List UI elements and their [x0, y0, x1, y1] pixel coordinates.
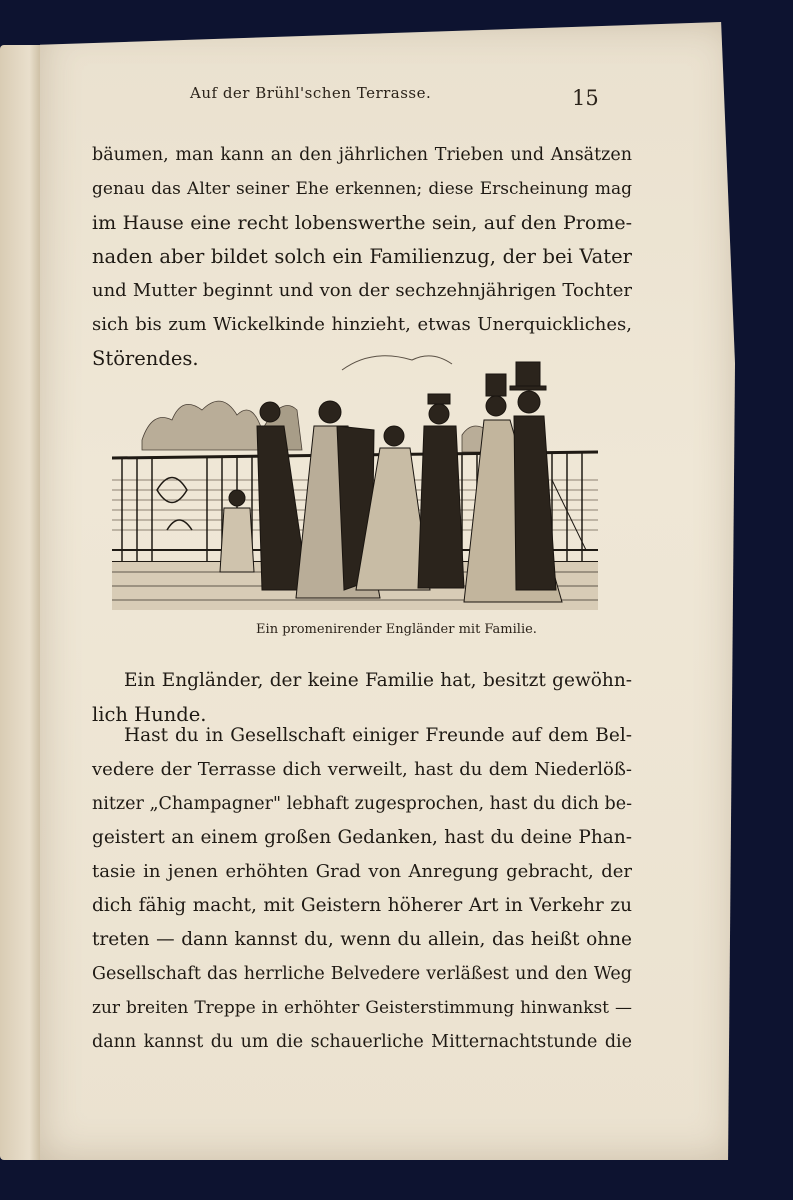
running-head: Auf der Brühl'schen Terrasse.: [190, 84, 432, 102]
engraving-illustration: [112, 340, 598, 615]
page-number: 15: [572, 86, 599, 110]
text-line: und Mutter beginnt und von der sechzehnjährigen Tochter: [92, 280, 632, 301]
paragraph-3: [92, 719, 632, 1059]
text-line: geistert an einem großen Gedanken, hast du deine Phan-: [92, 827, 632, 848]
text-line: treten — dann kannst du, wenn du allein, das heißt ohne: [92, 929, 632, 950]
illustration-caption: Ein promenirender Engländer mit Familie.: [256, 622, 537, 637]
text-line: genau das Alter seiner Ehe erkennen; diese Erscheinung mag: [92, 179, 632, 199]
text-line: tasie in jenen erhöhten Grad von Anregung gebracht, der: [92, 861, 632, 882]
text-line: zur breiten Treppe in erhöhter Geisterstimmung hinwankst —: [92, 998, 632, 1018]
facing-page-edge: [0, 45, 42, 1160]
text-line: Störendes.: [92, 347, 199, 370]
text-line: Hast du in Gesellschaft einiger Freunde auf dem Bel-: [124, 725, 632, 746]
text-line: dich fähig macht, mit Geistern höherer Art in Verkehr zu: [92, 895, 632, 916]
text-line: vedere der Terrasse dich verweilt, hast du dem Niederlöß-: [92, 759, 632, 780]
text-line: lich Hunde.: [92, 703, 207, 726]
text-line: naden aber bildet solch ein Familienzug, der bei Vater: [92, 245, 632, 268]
text-line: nitzer „Champagner" lebhaft zugesprochen, hast du dich be-: [92, 794, 632, 814]
text-line: sich bis zum Wickelkinde hinzieht, etwas Unerquickliches,: [92, 314, 632, 335]
text-line: Ein Engländer, der keine Familie hat, besitzt gewöhn-: [124, 670, 632, 691]
text-line: im Hause eine recht lobenswerthe sein, auf den Prome-: [92, 212, 632, 234]
text-line: bäumen, man kann an den jährlichen Trieben und Ansätzen: [92, 145, 632, 165]
text-line: dann kannst du um die schauerliche Mitternachtstunde die: [92, 1032, 632, 1052]
text-line: Gesellschaft das herrliche Belvedere verläßest und den Weg: [92, 964, 632, 984]
